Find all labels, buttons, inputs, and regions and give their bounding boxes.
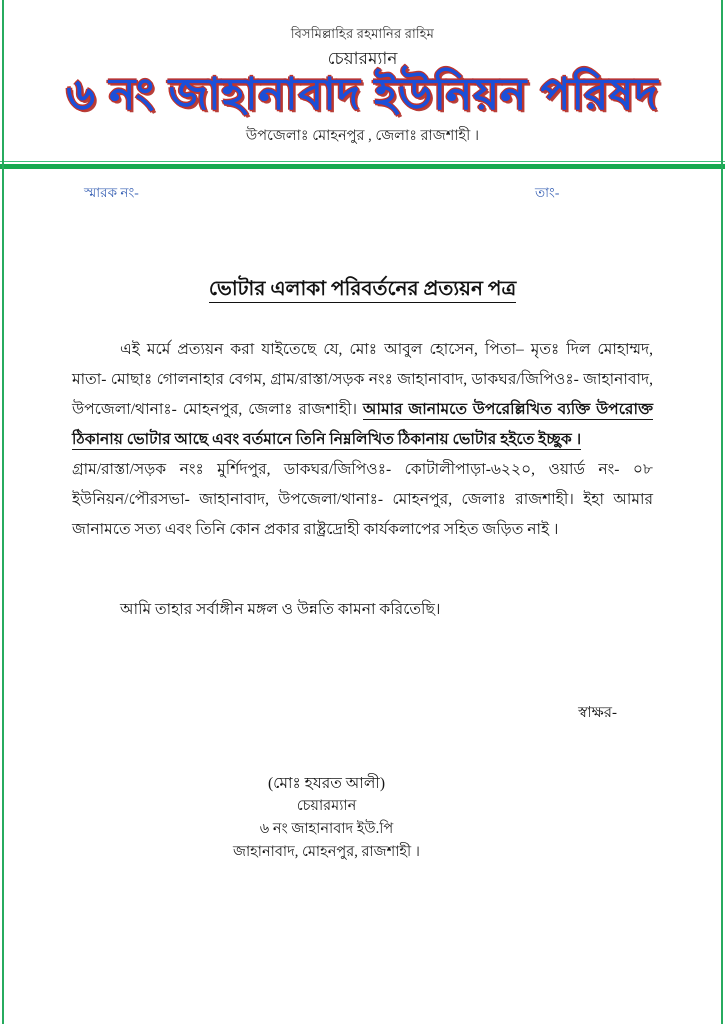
signature-label: স্বাক্ষর- <box>578 704 617 721</box>
document-title <box>0 274 725 307</box>
body-line-1: এই মর্মে প্রত্যয়ন করা যাইতেছে যে, মোঃ আবুল হোসেন, পিতা– মৃতঃ দিল মোহাম্মদ, <box>120 340 653 358</box>
body-line-5: গ্রাম/রাস্তা/সড়ক নংঃ মুর্শিদপুর, ডাকঘর/জিপিওঃ- কোটালীপাড়া-৬২২০, ওয়ার্ড নং- ০৮ <box>72 460 653 478</box>
divider-thick-band <box>0 164 725 169</box>
body-line-2: মাতা- মোছাঃ গোলনাহার বেগম, গ্রাম/রাস্তা/সড়ক নংঃ জাহানাবাদ, ডাকঘর/জিপিওঃ- জাহানাবাদ, <box>72 370 653 388</box>
page-border-left-rule <box>2 0 4 1024</box>
signatory-block <box>0 772 725 864</box>
memo-row <box>0 178 725 212</box>
body-line-3-emphasis: আমার জানামতে উপরেল্লিখিত ব্যক্তি উপরোক্ত <box>362 400 654 418</box>
memo-number-label: স্মারক নং- <box>84 184 139 200</box>
divider-hairline-top <box>0 161 725 163</box>
document-body <box>72 335 653 545</box>
signatory-name: (মোঃ হযরত আলী) <box>267 774 386 792</box>
document-title-text: ভোটার এলাকা পরিবর্তনের প্রত্যয়ন পত্র <box>209 278 516 303</box>
signatory-address: জাহানাবাদ, মোহনপুর, রাজশাহী । <box>233 843 420 860</box>
green-divider <box>0 161 725 169</box>
signatory-office: ৬ নং জাহানাবাদ ইউ.পি <box>259 820 394 837</box>
closing-sentence: আমি তাহার সর্বাঙ্গীন মঙ্গল ও উন্নতি কামনা করিতেছি। <box>120 600 441 618</box>
body-line-7: জানামতে সত্য এবং তিনি কোন প্রকার রাষ্ট্রদ্রোহী কার্যকলাপের সহিত জড়িত নাই । <box>72 520 559 538</box>
body-line-4-emphasis: ঠিকানায় ভোটার আছে এবং বর্তমানে তিনি নিম্নলিখিত ঠিকানায় ভোটার হইতে ইচ্ছুক । <box>72 430 582 448</box>
organization-subtitle: উপজেলাঃ মোহনপুর , জেলাঃ রাজশাহী । <box>245 127 480 144</box>
letterhead <box>0 0 725 149</box>
page-border-right-rule <box>721 0 723 1024</box>
letterhead-chairman-label: চেয়ারম্যান <box>327 48 398 68</box>
bismillah-text: বিসমিল্লাহির রহমানির রাহিম <box>290 26 435 41</box>
organization-title: ৬ নং জাহানাবাদ ইউনিয়ন পরিষদ <box>66 69 659 119</box>
body-line-6: ইউনিয়ন/পৌরসভা- জাহানাবাদ, উপজেলা/থানাঃ- মোহনপুর, জেলাঃ রাজশাহী। ইহা আমার <box>72 490 653 508</box>
signatory-designation: চেয়ারম্যান <box>296 797 357 814</box>
memo-date-label: তাং- <box>535 184 560 200</box>
body-line-3-plain: উপজেলা/থানাঃ- মোহনপুর, জেলাঃ রাজশাহী। <box>72 400 358 418</box>
